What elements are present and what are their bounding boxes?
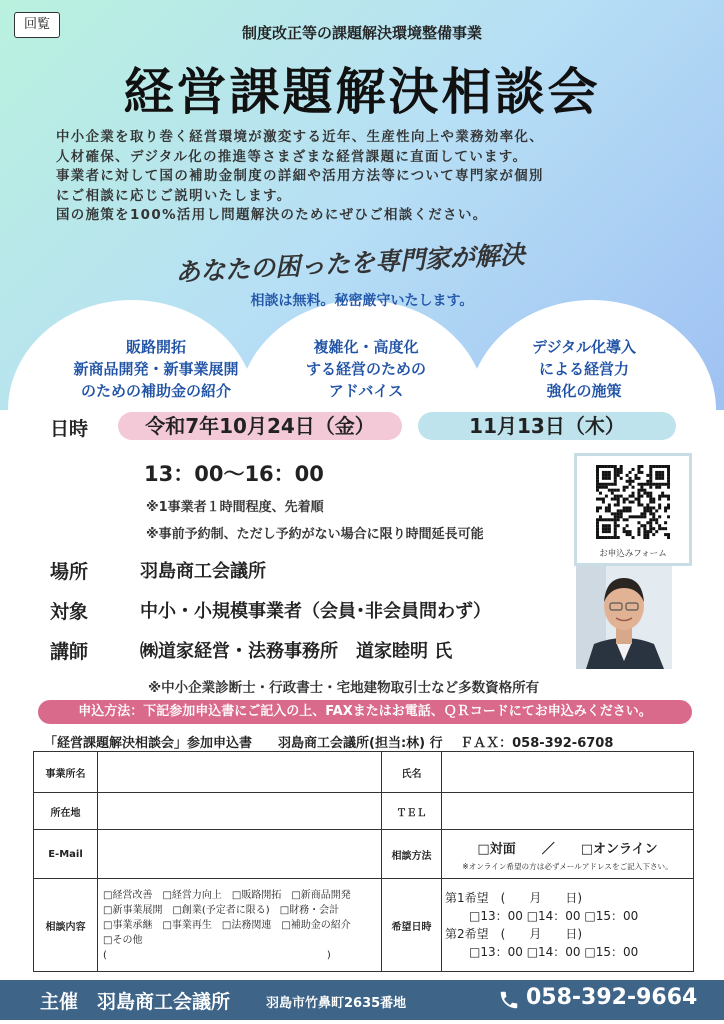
place-value: 羽島商工会議所	[140, 561, 266, 582]
place-label: 場所	[50, 561, 89, 583]
method-note: ※オンライン希望の方は必ずメールアドレスをご記入下さい。	[462, 862, 673, 871]
subtitle: 制度改正等の課題解決環境整備事業	[241, 24, 482, 42]
date-pref-label: 希望日時	[382, 879, 442, 972]
intro-text	[56, 128, 696, 226]
intro-line: にご相談に応じご説明いたします。	[56, 188, 292, 204]
target-label: 対象	[50, 601, 89, 623]
name-label: 氏名	[382, 752, 442, 793]
feature-line: する経営のための	[305, 360, 426, 378]
consult-method-label: 相談方法	[382, 830, 442, 879]
address-label: 所在地	[34, 793, 98, 830]
date-pref-field[interactable]	[442, 879, 694, 972]
feature-line: デジタル化導入	[531, 338, 637, 356]
lecturer-portrait	[576, 566, 672, 669]
tel-label: ＴＥＬ	[382, 793, 442, 830]
consult-method-field[interactable]	[442, 830, 694, 879]
organizer: 主催 羽島商工会議所	[40, 991, 231, 1013]
address-field[interactable]	[98, 793, 382, 830]
qr-code-box[interactable]	[574, 453, 692, 566]
feature-subsidy	[56, 336, 256, 402]
time-note: ※1事業者１時間程度、先着順	[146, 500, 324, 515]
tel-field[interactable]	[442, 793, 694, 830]
target-value: 中小・小規模事業者（会員･非会員問わず）	[140, 601, 491, 622]
business-name-label: 事業所名	[34, 752, 98, 793]
business-name-field[interactable]	[98, 752, 382, 793]
content-option-row[interactable]: □その他	[103, 934, 143, 946]
qr-code[interactable]	[596, 465, 670, 539]
feature-line: 強化の施策	[546, 382, 622, 400]
feature-line: アドバイス	[328, 382, 404, 400]
pref-row[interactable]: □13：00 □14：00 □15：00	[445, 945, 639, 959]
feature-advice	[268, 336, 464, 402]
lecturer-value: ㈱道家経営・法務事務所 道家睦明 氏	[140, 641, 453, 662]
pref-row[interactable]: □13：00 □14：00 □15：00	[445, 909, 639, 923]
footer	[0, 980, 724, 1020]
form-header: 「経営課題解決相談会」参加申込書 羽島商工会議所(担当:林) 行 ＦＡＸ：058-392-6708	[44, 736, 614, 751]
time-note: ※事前予約制、ただし予約がない場合に限り時間延長可能	[146, 527, 484, 542]
content-options-field[interactable]	[98, 879, 382, 972]
intro-line: 人材確保、デジタル化の推進等さまざまな経営課題に直面しています。	[56, 149, 528, 165]
feature-line: 新商品開発・新事業展開	[73, 360, 239, 378]
apply-method-band: 申込方法：下記参加申込書にご記入の上、FAXまたはお電話、ＱＲコードにてお申込みください。	[38, 700, 692, 724]
pref-row[interactable]: 第1希望 ( 月 日)	[445, 891, 582, 905]
method-options[interactable]: □対面 ／ □オンライン	[477, 842, 658, 857]
intro-line: 国の施策を100%活用し問題解決のためにぜひご相談ください。	[56, 208, 488, 223]
lecturer-label: 講師	[50, 641, 89, 663]
application-form	[33, 751, 694, 972]
phone-icon	[498, 989, 520, 1011]
intro-line: 事業者に対して国の補助金制度の詳細や活用方法等について専門家が個別	[56, 169, 544, 184]
feature-line: 販路開拓	[125, 338, 186, 356]
content-option-row[interactable]: □事業承継 □事業再生 □法務関連 □補助金の紹介	[103, 919, 351, 931]
content-other-field[interactable]: ( )	[103, 949, 331, 961]
footer-address: 羽島市竹鼻町2635番地	[266, 996, 407, 1011]
session-time: 13：00〜16：00	[144, 462, 324, 486]
content-option-row[interactable]: □経営改善 □経営力向上 □販路開拓 □新商品開発	[103, 889, 351, 901]
feature-line: のための補助金の紹介	[80, 382, 231, 400]
content-option-row[interactable]: □新事業展開 □創業(予定者に限る) □財務・会計	[103, 904, 340, 916]
content-label: 相談内容	[34, 879, 98, 972]
lecturer-note: ※中小企業診断士・行政書士・宅地建物取引士など多数資格所有	[148, 680, 540, 696]
date-first: 令和7年10月24日（金）	[118, 412, 402, 440]
feature-line: による経営力	[538, 360, 629, 378]
date-second: 11月13日（木）	[418, 412, 676, 440]
qr-caption: お申込みフォーム	[599, 549, 667, 559]
feature-digital	[492, 336, 676, 402]
feature-line: 複雑化・高度化	[313, 338, 419, 356]
catchcopy: あなたの困ったを専門家が解決	[174, 239, 526, 288]
email-label: E-Mail	[34, 830, 98, 879]
pref-row[interactable]: 第2希望 ( 月 日)	[445, 927, 582, 941]
circulation-stamp: 回覧	[14, 12, 60, 38]
intro-line: 中小企業を取り巻く経営環境が激変する近年、生産性向上や業務効率化、	[56, 130, 545, 145]
phone-number[interactable]: 058-392-9664	[526, 985, 698, 1010]
lecturer-photo	[576, 566, 672, 669]
email-field[interactable]	[98, 830, 382, 879]
free-note: 相談は無料。秘密厳守いたします。	[250, 293, 474, 309]
name-field[interactable]	[442, 752, 694, 793]
page-title: 経営課題解決相談会	[123, 63, 601, 121]
datetime-label: 日時	[50, 418, 89, 440]
